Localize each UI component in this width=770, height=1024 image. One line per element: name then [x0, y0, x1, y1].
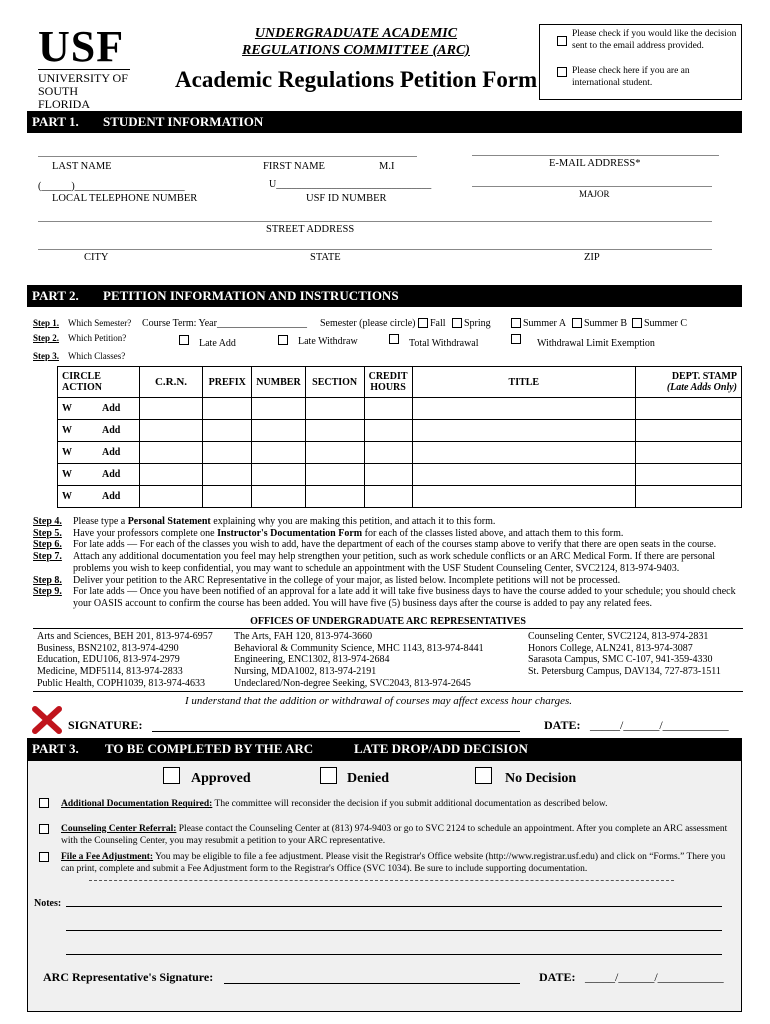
- crn-cell[interactable]: [139, 398, 203, 420]
- late-add-checkbox[interactable]: [179, 335, 189, 345]
- office-item: St. Petersburg Campus, DAV134, 727-873-1511: [528, 666, 721, 678]
- step-label: Step 9.: [33, 586, 62, 598]
- offices-col3: [528, 631, 721, 678]
- w-option[interactable]: W: [62, 491, 72, 502]
- fall-checkbox[interactable]: [418, 318, 428, 328]
- part3-subtitle: LATE DROP/ADD DECISION: [354, 741, 528, 756]
- stamp-cell: [636, 442, 742, 464]
- summer-b-label: Summer B: [584, 318, 628, 329]
- counseling-referral-text: [61, 824, 731, 847]
- step3-label: Step 3.: [33, 351, 60, 361]
- office-item: Medicine, MDF5114, 813-974-2833: [37, 666, 183, 678]
- notes-line[interactable]: [66, 930, 722, 931]
- office-item: Education, EDU106, 813-974-2979: [37, 654, 180, 666]
- additional-docs-desc: The committee will reconsider the decision if you submit additional documentation as described below.: [212, 799, 608, 809]
- stamp-cell: [636, 420, 742, 442]
- credit-cell[interactable]: [364, 398, 412, 420]
- denied-label: Denied: [347, 771, 389, 786]
- title-cell[interactable]: [412, 486, 636, 508]
- no-decision-checkbox[interactable]: [475, 767, 492, 784]
- counseling-referral-title: Counseling Center Referral:: [61, 824, 177, 834]
- step-item: [33, 551, 743, 574]
- late-withdraw-label: Late Withdraw: [298, 336, 358, 347]
- no-decision-label: No Decision: [505, 771, 577, 786]
- date-field[interactable]: _____/______/___________: [590, 718, 729, 732]
- name-line[interactable]: [38, 156, 417, 157]
- notes-line[interactable]: [66, 906, 722, 907]
- step-label: Step 7.: [33, 551, 62, 563]
- office-item: Sarasota Campus, SMC C-107, 941-359-4330: [528, 654, 713, 666]
- mi-label: M.I: [379, 161, 395, 172]
- classes-table: [57, 366, 742, 508]
- office-item: Nursing, MDA1002, 813-974-2191: [234, 666, 377, 678]
- step1-label: Step 1.: [33, 318, 60, 328]
- usf-id-field[interactable]: U_______________________________: [269, 179, 432, 190]
- step-item: [33, 528, 743, 540]
- first-name-label: FIRST NAME: [263, 161, 325, 172]
- step-text: for each of the classes listed above, and attach them to this form.: [362, 527, 624, 539]
- late-withdraw-checkbox[interactable]: [278, 335, 288, 345]
- section-cell[interactable]: [305, 442, 364, 464]
- col-section: SECTION: [305, 367, 364, 398]
- step-text: Please type a: [73, 516, 128, 527]
- number-cell[interactable]: [252, 442, 305, 464]
- step3-text: Which Classes?: [68, 351, 126, 361]
- counseling-referral-desc: Please contact the Counseling Center at (813) 974-9403 or go to SVC 2124 to schedule an appointment. After you complete an ARC assessment with the Counseling Center, you may resubmit a petition to your ARC representative.: [61, 824, 728, 846]
- part1-title: STUDENT INFORMATION: [103, 114, 264, 129]
- section-cell[interactable]: [305, 486, 364, 508]
- col-crn: C.R.N.: [139, 367, 203, 398]
- fee-adjustment-desc: You may be eligible to file a fee adjustment. Please visit the Registrar's Office website (http://www.registrar.usf.edu) and click on “Forms.” There you can print, complete and submit a Fee Adjustment form to the Registrar's Office (SVC 1034). Be sure to include supporting documentation.: [61, 852, 726, 874]
- part2-header: [27, 285, 742, 307]
- credit-cell[interactable]: [364, 420, 412, 442]
- date-label: DATE:: [544, 718, 581, 732]
- course-term-field[interactable]: Course Term: Year__________________: [142, 318, 307, 329]
- office-item: Behavioral & Community Science, MHC 1143, 813-974-8441: [234, 642, 484, 654]
- withdrawal-limit-label: Withdrawal Limit Exemption: [537, 338, 655, 349]
- fall-label: Fall: [430, 318, 446, 329]
- number-cell[interactable]: [252, 486, 305, 508]
- step-text: Attach any additional documentation you feel may help strengthen your petition, such as work schedule conflicts or an ARC Medical Form. If there are personal problems you wish to keep confidential, you may want to schedule an appointment with the USF Student Counseling Center, SVC2124, 813-974-9403.: [73, 551, 716, 574]
- add-option[interactable]: Add: [102, 447, 121, 458]
- university-line2: SOUTH FLORIDA: [38, 84, 91, 111]
- offices-box: [33, 628, 743, 692]
- w-option[interactable]: W: [62, 403, 72, 414]
- committee-line1: UNDERGRADUATE ACADEMIC: [254, 26, 458, 41]
- number-cell[interactable]: [252, 398, 305, 420]
- prefix-cell[interactable]: [203, 420, 252, 442]
- w-option[interactable]: W: [62, 447, 72, 458]
- instruction-steps: [33, 516, 743, 610]
- spring-label: Spring: [464, 318, 491, 329]
- rep-signature-line[interactable]: [224, 983, 520, 984]
- spring-checkbox[interactable]: [452, 318, 462, 328]
- dept-stamp-label: DEPT. STAMP: [671, 371, 737, 382]
- circle-action-cell[interactable]: [58, 464, 140, 486]
- street-line[interactable]: [38, 221, 712, 222]
- step-label: Step 4.: [33, 516, 62, 527]
- university-line1: UNIVERSITY OF: [38, 71, 128, 85]
- stamp-cell: [636, 398, 742, 420]
- prefix-cell[interactable]: [203, 486, 252, 508]
- rep-date-label: DATE:: [539, 970, 576, 984]
- form-title: Academic Regulations Petition Form: [175, 67, 538, 92]
- rep-date-field[interactable]: _____/______/___________: [585, 970, 724, 984]
- add-option[interactable]: Add: [102, 469, 121, 480]
- notes-line[interactable]: [66, 954, 722, 955]
- phone-field[interactable]: (______)______________________: [38, 181, 185, 192]
- title-cell[interactable]: [412, 420, 636, 442]
- major-line[interactable]: [472, 186, 712, 187]
- step-text: Have your professors complete one: [73, 527, 218, 539]
- fee-adjustment-text: [61, 852, 731, 875]
- add-option[interactable]: Add: [102, 425, 121, 436]
- crn-cell[interactable]: [139, 486, 203, 508]
- crn-cell[interactable]: [139, 464, 203, 486]
- late-adds-only-label: (Late Adds Only): [666, 382, 737, 393]
- city-line[interactable]: [38, 249, 712, 250]
- credit-cell[interactable]: [364, 442, 412, 464]
- counseling-referral-checkbox[interactable]: [39, 824, 49, 834]
- part3-header: [27, 738, 742, 760]
- office-item: Public Health, COPH1039, 813-974-4633: [37, 677, 206, 689]
- last-name-label: LAST NAME: [52, 161, 112, 172]
- approved-checkbox[interactable]: [163, 767, 180, 784]
- divider: [89, 880, 674, 881]
- zip-label: ZIP: [584, 252, 600, 263]
- section-cell[interactable]: [305, 420, 364, 442]
- col-title: TITLE: [412, 367, 636, 398]
- part1-header: [27, 111, 742, 133]
- street-label: STREET ADDRESS: [266, 224, 355, 235]
- title-cell[interactable]: [412, 442, 636, 464]
- table-row: [58, 464, 742, 486]
- email-decision-checkbox[interactable]: [557, 36, 567, 46]
- number-cell[interactable]: [252, 420, 305, 442]
- part1-label: PART 1.: [32, 114, 79, 129]
- part3-label: PART 3.: [32, 741, 79, 756]
- col-credit-hours: CREDIT HOURS: [364, 367, 412, 398]
- summer-c-label: Summer C: [644, 318, 688, 329]
- table-row: [58, 398, 742, 420]
- acknowledgement-text: I understand that the addition or withdrawal of courses may affect excess hour charges.: [185, 695, 572, 707]
- summer-c-checkbox[interactable]: [632, 318, 642, 328]
- part2-label: PART 2.: [32, 288, 79, 303]
- office-item: Counseling Center, SVC2124, 813-974-2831: [528, 631, 709, 642]
- step-text: Deliver your petition to the ARC Representative in the college of your major, as listed below. Incomplete petitions will not be processed.: [73, 574, 621, 586]
- credit-cell[interactable]: [364, 464, 412, 486]
- usf-logo: [38, 22, 130, 111]
- office-item: Undeclared/Non-degree Seeking, SVC2043, 813-974-2645: [234, 677, 471, 689]
- semester-label: Semester (please circle): [320, 318, 416, 329]
- table-row: [58, 486, 742, 508]
- sign-here-x-icon: [32, 706, 62, 734]
- step-item: [33, 575, 743, 587]
- offices-col1: [37, 631, 213, 690]
- total-withdrawal-checkbox[interactable]: [389, 334, 399, 344]
- step-label: Step 5.: [33, 527, 62, 539]
- part2-title: PETITION INFORMATION AND INSTRUCTIONS: [103, 288, 399, 303]
- section-cell[interactable]: [305, 398, 364, 420]
- w-option[interactable]: W: [62, 425, 72, 436]
- office-item: Engineering, ENC1302, 813-974-2684: [234, 654, 390, 666]
- table-row: [58, 442, 742, 464]
- step-label: Step 8.: [33, 574, 62, 586]
- step-label: Step 6.: [33, 539, 62, 551]
- number-cell[interactable]: [252, 464, 305, 486]
- title-cell[interactable]: [412, 398, 636, 420]
- state-label: STATE: [310, 252, 341, 263]
- withdrawal-limit-checkbox[interactable]: [511, 334, 521, 344]
- step2-label: Step 2.: [33, 333, 60, 343]
- rep-signature-label: ARC Representative's Signature:: [43, 970, 214, 984]
- step-bold-text: Personal Statement: [127, 516, 211, 527]
- summer-a-label: Summer A: [523, 318, 567, 329]
- circle-action-cell[interactable]: [58, 442, 140, 464]
- col-dept-stamp: [636, 367, 742, 398]
- signature-label: SIGNATURE:: [68, 718, 143, 732]
- step2-text: Which Petition?: [68, 333, 127, 343]
- fee-adjustment-title: File a Fee Adjustment:: [61, 852, 154, 862]
- usf-logo-mark: USF: [38, 22, 125, 71]
- email-label: E-MAIL ADDRESS*: [549, 158, 641, 169]
- crn-cell[interactable]: [139, 420, 203, 442]
- part3-title: TO BE COMPLETED BY THE ARC: [105, 741, 314, 756]
- additional-docs-title: Additional Documentation Required:: [61, 799, 213, 809]
- col-number: NUMBER: [252, 367, 305, 398]
- col-circle-action: CIRCLE ACTION: [58, 367, 140, 398]
- fee-adjustment-checkbox[interactable]: [39, 852, 49, 862]
- committee-line2: REGULATIONS COMMITTEE (ARC): [242, 43, 470, 58]
- stamp-cell: [636, 486, 742, 508]
- circle-action-cell[interactable]: [58, 486, 140, 508]
- phone-label: LOCAL TELEPHONE NUMBER: [52, 193, 198, 204]
- city-label: CITY: [84, 252, 109, 263]
- prefix-cell[interactable]: [203, 398, 252, 420]
- summer-a-checkbox[interactable]: [511, 318, 521, 328]
- step-bold-text: Instructor's Documentation Form: [217, 527, 363, 539]
- approved-label: Approved: [191, 771, 251, 786]
- stamp-cell: [636, 464, 742, 486]
- circle-action-cell[interactable]: [58, 420, 140, 442]
- credit-cell[interactable]: [364, 486, 412, 508]
- office-item: Arts and Sciences, BEH 201, 813-974-6957: [37, 631, 213, 642]
- crn-cell[interactable]: [139, 442, 203, 464]
- additional-docs-checkbox[interactable]: [39, 798, 49, 808]
- offices-col2: [234, 631, 484, 690]
- major-label: MAJOR: [579, 189, 610, 199]
- summer-b-checkbox[interactable]: [572, 318, 582, 328]
- prefix-cell[interactable]: [203, 464, 252, 486]
- total-withdrawal-label: Total Withdrawal: [409, 338, 479, 349]
- section-cell[interactable]: [305, 464, 364, 486]
- usf-id-label: USF ID NUMBER: [306, 193, 387, 204]
- step-text: explaining why you are making this petition, and attach it to this form.: [210, 516, 496, 527]
- add-option[interactable]: Add: [102, 403, 121, 414]
- add-option[interactable]: Add: [102, 491, 121, 502]
- office-item: Honors College, ALN241, 813-974-3087: [528, 642, 693, 654]
- step-item: [33, 586, 743, 609]
- additional-docs-text: [61, 799, 731, 811]
- col-prefix: PREFIX: [203, 367, 252, 398]
- late-add-label: Late Add: [199, 338, 236, 349]
- signature-line[interactable]: [152, 731, 520, 732]
- step-item: [33, 516, 743, 528]
- email-decision-label: Please check if you would like the decision sent to the email address provided.: [572, 29, 737, 51]
- table-row: [58, 420, 742, 442]
- step-item: [33, 539, 743, 551]
- table-header-row: [58, 367, 742, 398]
- w-option[interactable]: W: [62, 469, 72, 480]
- circle-action-cell[interactable]: [58, 398, 140, 420]
- offices-title: OFFICES OF UNDERGRADUATE ARC REPRESENTATIVES: [250, 616, 526, 627]
- notes-label: Notes:: [34, 898, 62, 909]
- step-text: For late adds — Once you have been notified of an approval for a late add it will take five business days to have the course added to your schedule; you should check your OASIS account to confirm the course has been added. You will have five (5) business days after the course is added to pay any related fees.: [73, 586, 736, 609]
- denied-checkbox[interactable]: [320, 767, 337, 784]
- international-checkbox[interactable]: [557, 67, 567, 77]
- international-label: Please check here if you are an international student.: [572, 66, 690, 88]
- office-item: Business, BSN2102, 813-974-4290: [37, 642, 179, 654]
- title-cell[interactable]: [412, 464, 636, 486]
- office-item: The Arts, FAH 120, 813-974-3660: [234, 631, 373, 642]
- step1-text: Which Semester?: [68, 318, 132, 328]
- email-line[interactable]: [472, 155, 719, 156]
- prefix-cell[interactable]: [203, 442, 252, 464]
- step-text: For late adds — For each of the classes you wish to add, have the department of each of the courses stamp above to verify that there are open seats in the course.: [73, 539, 717, 551]
